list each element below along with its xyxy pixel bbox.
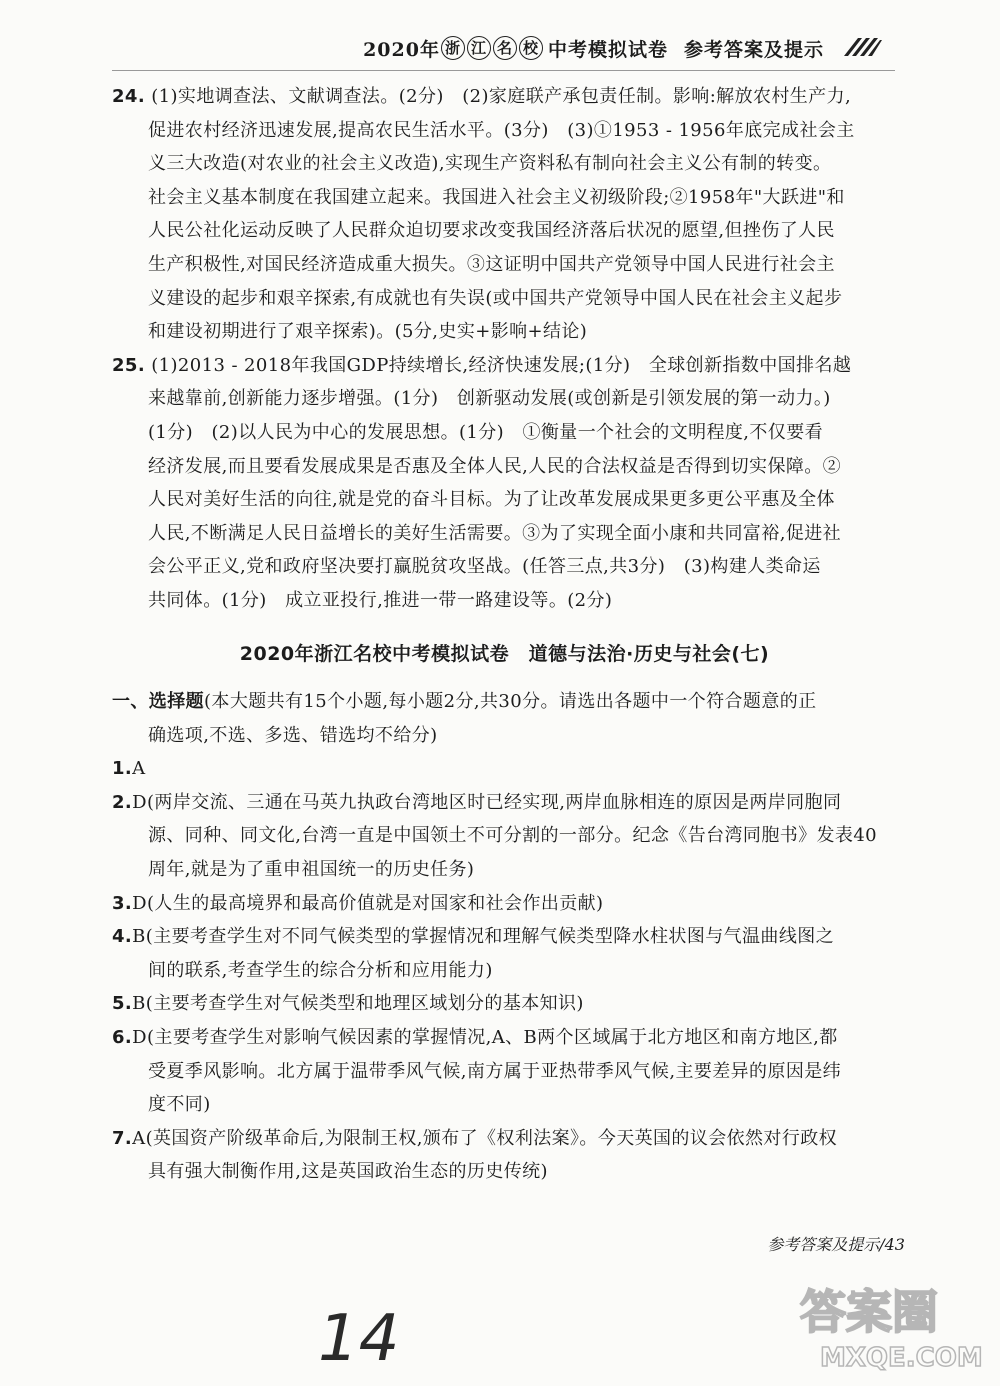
header-circled-char: 名 <box>493 36 517 60</box>
question-number: 25. <box>112 354 146 376</box>
text-line: 促进农村经济迅速发展,提高农民生活水平。(3分) (3)①1953 - 1956年底完成社会主 <box>148 119 855 141</box>
text-line: 会公平正义,党和政府坚决要打赢脱贫攻坚战。(任答三点,共3分) (3)构建人类命运 <box>148 556 821 578</box>
answer-number: 6. <box>112 1027 133 1049</box>
text-line: 人民,不断满足人民日益增长的美好生活需要。③为了实现全面小康和共同富裕,促进社 <box>148 522 842 544</box>
text-line: 和建设初期进行了艰辛探索)。(5分,史实+影响+结论) <box>148 321 588 343</box>
header-year: 2020年 <box>363 38 440 61</box>
text-line: A(英国资产阶级革命后,为限制王权,颁布了《权利法案》。今天英国的议会依然对行政权 <box>132 1127 838 1149</box>
text-line: D(两岸交流、三通在马英九执政台湾地区时已经实现,两岸血脉相连的原因是两岸同胞同 <box>132 791 842 813</box>
section-label: 一、选择题 <box>112 691 204 713</box>
header-circled-char: 江 <box>467 36 491 60</box>
answer-number: 2. <box>112 791 133 813</box>
handwritten-text: 14 <box>318 1302 400 1376</box>
answer-number: 3. <box>112 892 133 914</box>
page-content <box>112 80 897 1189</box>
answer-7 <box>112 1122 897 1189</box>
section-title: 2020年浙江名校中考模拟试卷 道德与法治·历史与社会(七) <box>239 642 770 665</box>
watermark-logo-icon <box>780 1266 990 1376</box>
answer-4 <box>112 920 897 987</box>
text-line: 人民公社化运动反映了人民群众迫切要求改变我国经济落后状况的愿望,但挫伤了人民 <box>148 220 835 242</box>
text-line: B(主要考查学生对气候类型和地理区域划分的基本知识) <box>132 993 584 1015</box>
text-line: 义三大改造(对农业的社会主义改造),实现生产资料私有制向社会主义公有制的转变。 <box>148 153 832 175</box>
header-exam: 中考模拟试卷 <box>547 38 668 61</box>
text-line: 源、同种、同文化,台湾一直是中国领土不可分割的一部分。纪念《告台湾同胞书》发表40 <box>148 825 878 847</box>
header-rule <box>112 70 895 71</box>
text-line: B(主要考查学生对不同气候类型的掌握情况和理解气候类型降水柱状图与气温曲线图之 <box>132 926 835 948</box>
text-line: (1)实地调查法、文献调查法。(2分) (2)家庭联产承包责任制。影响:解放农村生产力, <box>151 86 852 107</box>
watermark-text: 答案圈 <box>800 1285 938 1339</box>
text-line: 人民对美好生活的向往,就是党的奋斗目标。为了让改革发展成果更多更公平惠及全体 <box>148 489 835 511</box>
handwritten-number <box>310 1290 410 1380</box>
text-line: 社会主义基本制度在我国建立起来。我国进入社会主义初级阶段;②1958年"大跃进"和 <box>148 186 845 208</box>
watermark-url: MXQE.COM <box>820 1343 983 1373</box>
section-choice <box>112 685 897 752</box>
text-line: 共同体。(1分) 成立亚投行,推进一带一路建设等。(2分) <box>148 589 613 611</box>
header-circled-char: 浙 <box>441 36 465 60</box>
text-line: 具有强大制衡作用,这是英国政治生态的历史传统) <box>148 1161 548 1183</box>
text-line: 确选项,不选、多选、错选均不给分) <box>148 724 438 746</box>
answer-number: 1. <box>112 758 133 780</box>
text-line: 生产积极性,对国民经济造成重大损失。③这证明中国共产党领导中国人民进行社会主 <box>148 253 835 275</box>
text-line: 度不同) <box>148 1094 211 1116</box>
answer-number: 7. <box>112 1127 133 1149</box>
text-line: 来越靠前,创新能力逐步增强。(1分) 创新驱动发展(或创新是引领发展的第一动力。) <box>148 388 831 410</box>
question-number: 24. <box>112 86 146 107</box>
text-line: (1分) (2)以人民为中心的发展思想。(1分) ①衡量一个社会的文明程度,不仅要看 <box>148 421 824 443</box>
answer-3 <box>112 887 897 921</box>
text-line: 义建设的起步和艰辛探索,有成就也有失误(或中国共产党领导中国人民在社会主义起步 <box>148 287 843 309</box>
header-stripes-icon <box>836 36 882 58</box>
text-line: 间的联系,考查学生的综合分析和应用能力) <box>148 959 493 981</box>
answer-number: 5. <box>112 993 133 1015</box>
answer-2 <box>112 786 897 887</box>
page-footer: 参考答案及提示/43 <box>767 1235 905 1254</box>
question-25 <box>112 349 897 618</box>
text-line: 周年,就是为了重申祖国统一的历史任务) <box>148 859 475 881</box>
question-24 <box>112 80 897 349</box>
answer-1 <box>112 752 897 786</box>
text-line: 经济发展,而且要看发展成果是否惠及全体人民,人民的合法权益是否得到切实保障。② <box>148 455 842 477</box>
answer-5 <box>112 987 897 1021</box>
text-line: (1)2013 - 2018年我国GDP持续增长,经济快速发展;(1分) 全球创新指数中国排名越 <box>151 354 852 376</box>
answer-6 <box>112 1021 897 1122</box>
header-circled-char: 校 <box>519 36 543 60</box>
header-answers: 参考答案及提示 <box>683 38 824 61</box>
text-line: A <box>132 758 146 780</box>
text-line: 受夏季风影响。北方属于温带季风气候,南方属于亚热带季风气候,主要差异的原因是纬 <box>148 1060 842 1082</box>
text-line: D(人生的最高境界和最高价值就是对国家和社会作出贡献) <box>132 892 604 914</box>
answer-number: 4. <box>112 926 133 948</box>
text-line: (本大题共有15个小题,每小题2分,共30分。请选出各题中一个符合题意的正 <box>204 691 817 713</box>
text-line: D(主要考查学生对影响气候因素的掌握情况,A、B两个区域属于北方地区和南方地区,都 <box>132 1027 838 1049</box>
page-header <box>360 30 880 66</box>
